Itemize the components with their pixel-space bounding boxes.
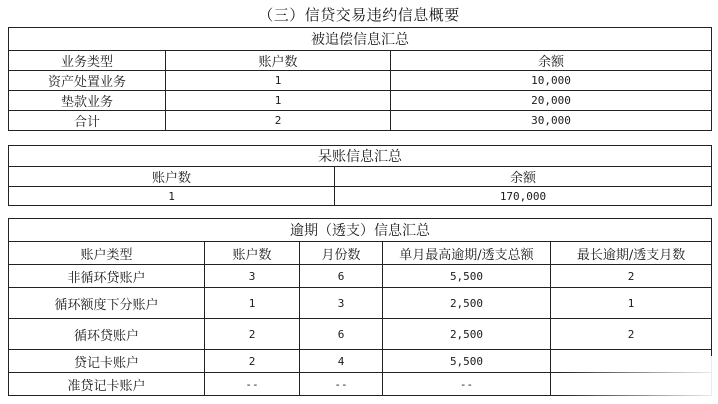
cell-month-count: 4 [300,350,383,373]
cell-account-count: 2 [205,319,300,350]
header-balance: 余额 [391,51,712,71]
cell-month-count: 6 [300,265,383,288]
cell-month-count: -- [300,373,383,396]
cell-account-type: 循环贷账户 [9,319,205,350]
cell-month-count: 6 [300,319,383,350]
cell-month-count: 3 [300,288,383,319]
header-business-type: 业务类型 [9,51,166,71]
overdue-caption: 逾期（透支）信息汇总 [9,219,712,242]
table-row [9,71,712,91]
cell-account-count: 1 [205,288,300,319]
header-account-type: 账户类型 [9,242,205,265]
cell-account-type: 循环额度下分账户 [9,288,205,319]
header-account-count: 账户数 [9,167,335,187]
page-title: （三）信贷交易违约信息概要 [258,6,460,24]
table-row [9,288,712,319]
cell-max-monthly-overdue: 2,500 [383,319,551,350]
cell-business-type: 合计 [9,111,166,131]
bad-debt-caption: 呆账信息汇总 [9,146,712,167]
cell-account-count: -- [205,373,300,396]
cell-max-monthly-overdue: 2,500 [383,288,551,319]
cell-business-type: 资产处置业务 [9,71,166,91]
cell-account-type: 非循环贷账户 [9,265,205,288]
cell-balance: 170,000 [335,187,712,206]
table-row [9,111,712,131]
table-row [9,187,712,206]
cell-balance: 20,000 [391,91,712,111]
cell-longest-overdue-months: 2 [551,319,712,350]
cell-longest-overdue-months: 1 [551,288,712,319]
cell-account-count: 1 [166,71,391,91]
cell-max-monthly-overdue: 5,500 [383,350,551,373]
table-row [9,373,712,396]
recovered-summary-table [8,27,712,131]
bad-debt-summary-table [8,145,712,206]
cell-account-count: 1 [166,91,391,111]
cell-account-type: 准贷记卡账户 [9,373,205,396]
table-row [9,350,712,373]
cell-account-count: 3 [205,265,300,288]
cell-balance: 30,000 [391,111,712,131]
cell-balance: 10,000 [391,71,712,91]
header-account-count: 账户数 [205,242,300,265]
header-longest-overdue-months: 最长逾期/透支月数 [551,242,712,265]
cell-account-count: 2 [166,111,391,131]
overdue-summary-table [8,218,712,396]
recovered-caption: 被追偿信息汇总 [9,28,712,51]
table-row [9,91,712,111]
header-account-count: 账户数 [166,51,391,71]
cell-longest-overdue-months [551,373,712,396]
cell-longest-overdue-months [551,350,712,373]
cell-max-monthly-overdue: -- [383,373,551,396]
cell-account-type: 贷记卡账户 [9,350,205,373]
cell-business-type: 垫款业务 [9,91,166,111]
cell-account-count: 1 [9,187,335,206]
header-max-monthly-overdue: 单月最高逾期/透支总额 [383,242,551,265]
header-month-count: 月份数 [300,242,383,265]
table-row [9,319,712,350]
header-balance: 余额 [335,167,712,187]
table-row [9,265,712,288]
cell-account-count: 2 [205,350,300,373]
cell-longest-overdue-months: 2 [551,265,712,288]
cell-max-monthly-overdue: 5,500 [383,265,551,288]
